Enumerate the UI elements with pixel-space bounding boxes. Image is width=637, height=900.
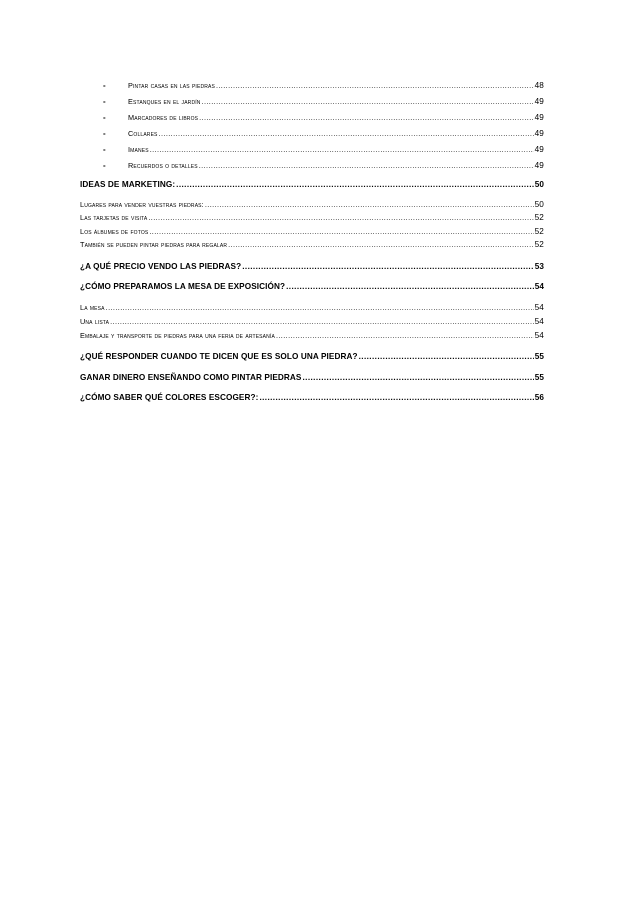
toc-entry[interactable] [80, 240, 544, 249]
toc-entry-title: Estanques en el jardín [128, 97, 201, 106]
toc-heading-title: IDEAS DE MARKETING: [80, 180, 176, 189]
toc-heading[interactable] [80, 282, 544, 291]
toc-leader [199, 113, 533, 122]
toc-entry-page: 49 [534, 129, 544, 138]
toc-heading[interactable] [80, 373, 544, 382]
toc-entry-page: 54 [534, 331, 544, 340]
toc-entry[interactable] [80, 227, 544, 236]
toc-entry-title: Pintar casas en las piedras [128, 81, 215, 90]
toc-leader [176, 180, 534, 189]
toc-entry-page: 49 [534, 145, 544, 154]
toc-heading-title: ¿CÓMO SABER QUÉ COLORES ESCOGER?: [80, 393, 259, 402]
bullet-dash: - [103, 81, 106, 90]
bullet-dash: - [103, 145, 106, 154]
toc-entry-page: 49 [534, 161, 544, 170]
toc-entry-page: 54 [534, 303, 544, 312]
toc-leader [216, 81, 534, 90]
toc-leader [110, 317, 533, 326]
toc-entry[interactable] [80, 317, 544, 326]
toc-heading-page: 54 [534, 282, 544, 291]
toc-entry[interactable] [128, 129, 544, 138]
toc-leader [259, 393, 533, 402]
toc-leader [302, 373, 533, 382]
toc-entry-page: 52 [534, 227, 544, 236]
bullet-dash: - [103, 161, 106, 170]
toc-leader [150, 145, 534, 154]
toc-leader [228, 240, 533, 249]
toc-entry-page: 52 [534, 213, 544, 222]
toc-entry-title: Embalaje y transporte de piedras para una feria de artesanía [80, 331, 275, 340]
toc-entry-page: 54 [534, 317, 544, 326]
toc-leader [202, 97, 534, 106]
toc-heading[interactable] [80, 393, 544, 402]
toc-entry[interactable] [80, 213, 544, 222]
toc-entry-title: Los álbumes de fotos [80, 227, 149, 236]
toc-entry-title: Imanes [128, 145, 149, 154]
toc-entry[interactable] [128, 161, 544, 170]
toc-entry-title: Lugares para vender vuestras piedras: [80, 200, 204, 209]
toc-entry[interactable] [128, 81, 544, 90]
toc-heading-page: 56 [534, 393, 544, 402]
toc-leader [286, 282, 534, 291]
toc-entry[interactable] [128, 145, 544, 154]
toc-entry[interactable] [128, 97, 544, 106]
toc-leader [149, 227, 533, 236]
toc-entry-title: Collares [128, 129, 158, 138]
toc-leader [276, 331, 534, 340]
toc-leader [106, 303, 534, 312]
toc-heading-title: GANAR DINERO ENSEÑANDO COMO PINTAR PIEDRAS [80, 373, 302, 382]
toc-entry[interactable] [80, 200, 544, 209]
bullet-dash: - [103, 113, 106, 122]
toc-entry-title: La mesa [80, 303, 105, 312]
toc-entry-page: 50 [534, 200, 544, 209]
toc-entry-page: 49 [534, 97, 544, 106]
toc-leader [159, 129, 534, 138]
toc-leader [242, 262, 533, 271]
toc-entry[interactable] [80, 331, 544, 340]
toc-heading-page: 53 [534, 262, 544, 271]
toc-entry-title: Recuerdos o detalles [128, 161, 198, 170]
bullet-dash: - [103, 97, 106, 106]
toc-heading-page: 55 [534, 373, 544, 382]
toc-leader [359, 352, 534, 361]
toc-leader [148, 213, 533, 222]
toc-leader [199, 161, 534, 170]
toc-entry-title: Marcadores de libros [128, 113, 199, 122]
toc-entry-title: También se pueden pintar piedras para regalar [80, 240, 228, 249]
toc-heading-title: ¿QUÉ RESPONDER CUANDO TE DICEN QUE ES SOLO UNA PIEDRA? [80, 352, 358, 361]
toc-heading[interactable] [80, 180, 544, 189]
toc-entry[interactable] [128, 113, 544, 122]
toc-entry-title: Las tarjetas de visita [80, 213, 148, 222]
toc-heading-page: 55 [534, 352, 544, 361]
toc-heading-page: 50 [534, 180, 544, 189]
toc-entry-page: 48 [534, 81, 544, 90]
toc-leader [205, 200, 534, 209]
toc-heading[interactable] [80, 262, 544, 271]
bullet-dash: - [103, 129, 106, 138]
toc-entry-page: 52 [534, 240, 544, 249]
toc-heading-title: ¿CÓMO PREPARAMOS LA MESA DE EXPOSICIÓN? [80, 282, 286, 291]
toc-heading-title: ¿A QUÉ PRECIO VENDO LAS PIEDRAS? [80, 262, 242, 271]
toc-heading[interactable] [80, 352, 544, 361]
toc-entry[interactable] [80, 303, 544, 312]
toc-entry-page: 49 [534, 113, 544, 122]
toc-entry-title: Una lista [80, 317, 110, 326]
